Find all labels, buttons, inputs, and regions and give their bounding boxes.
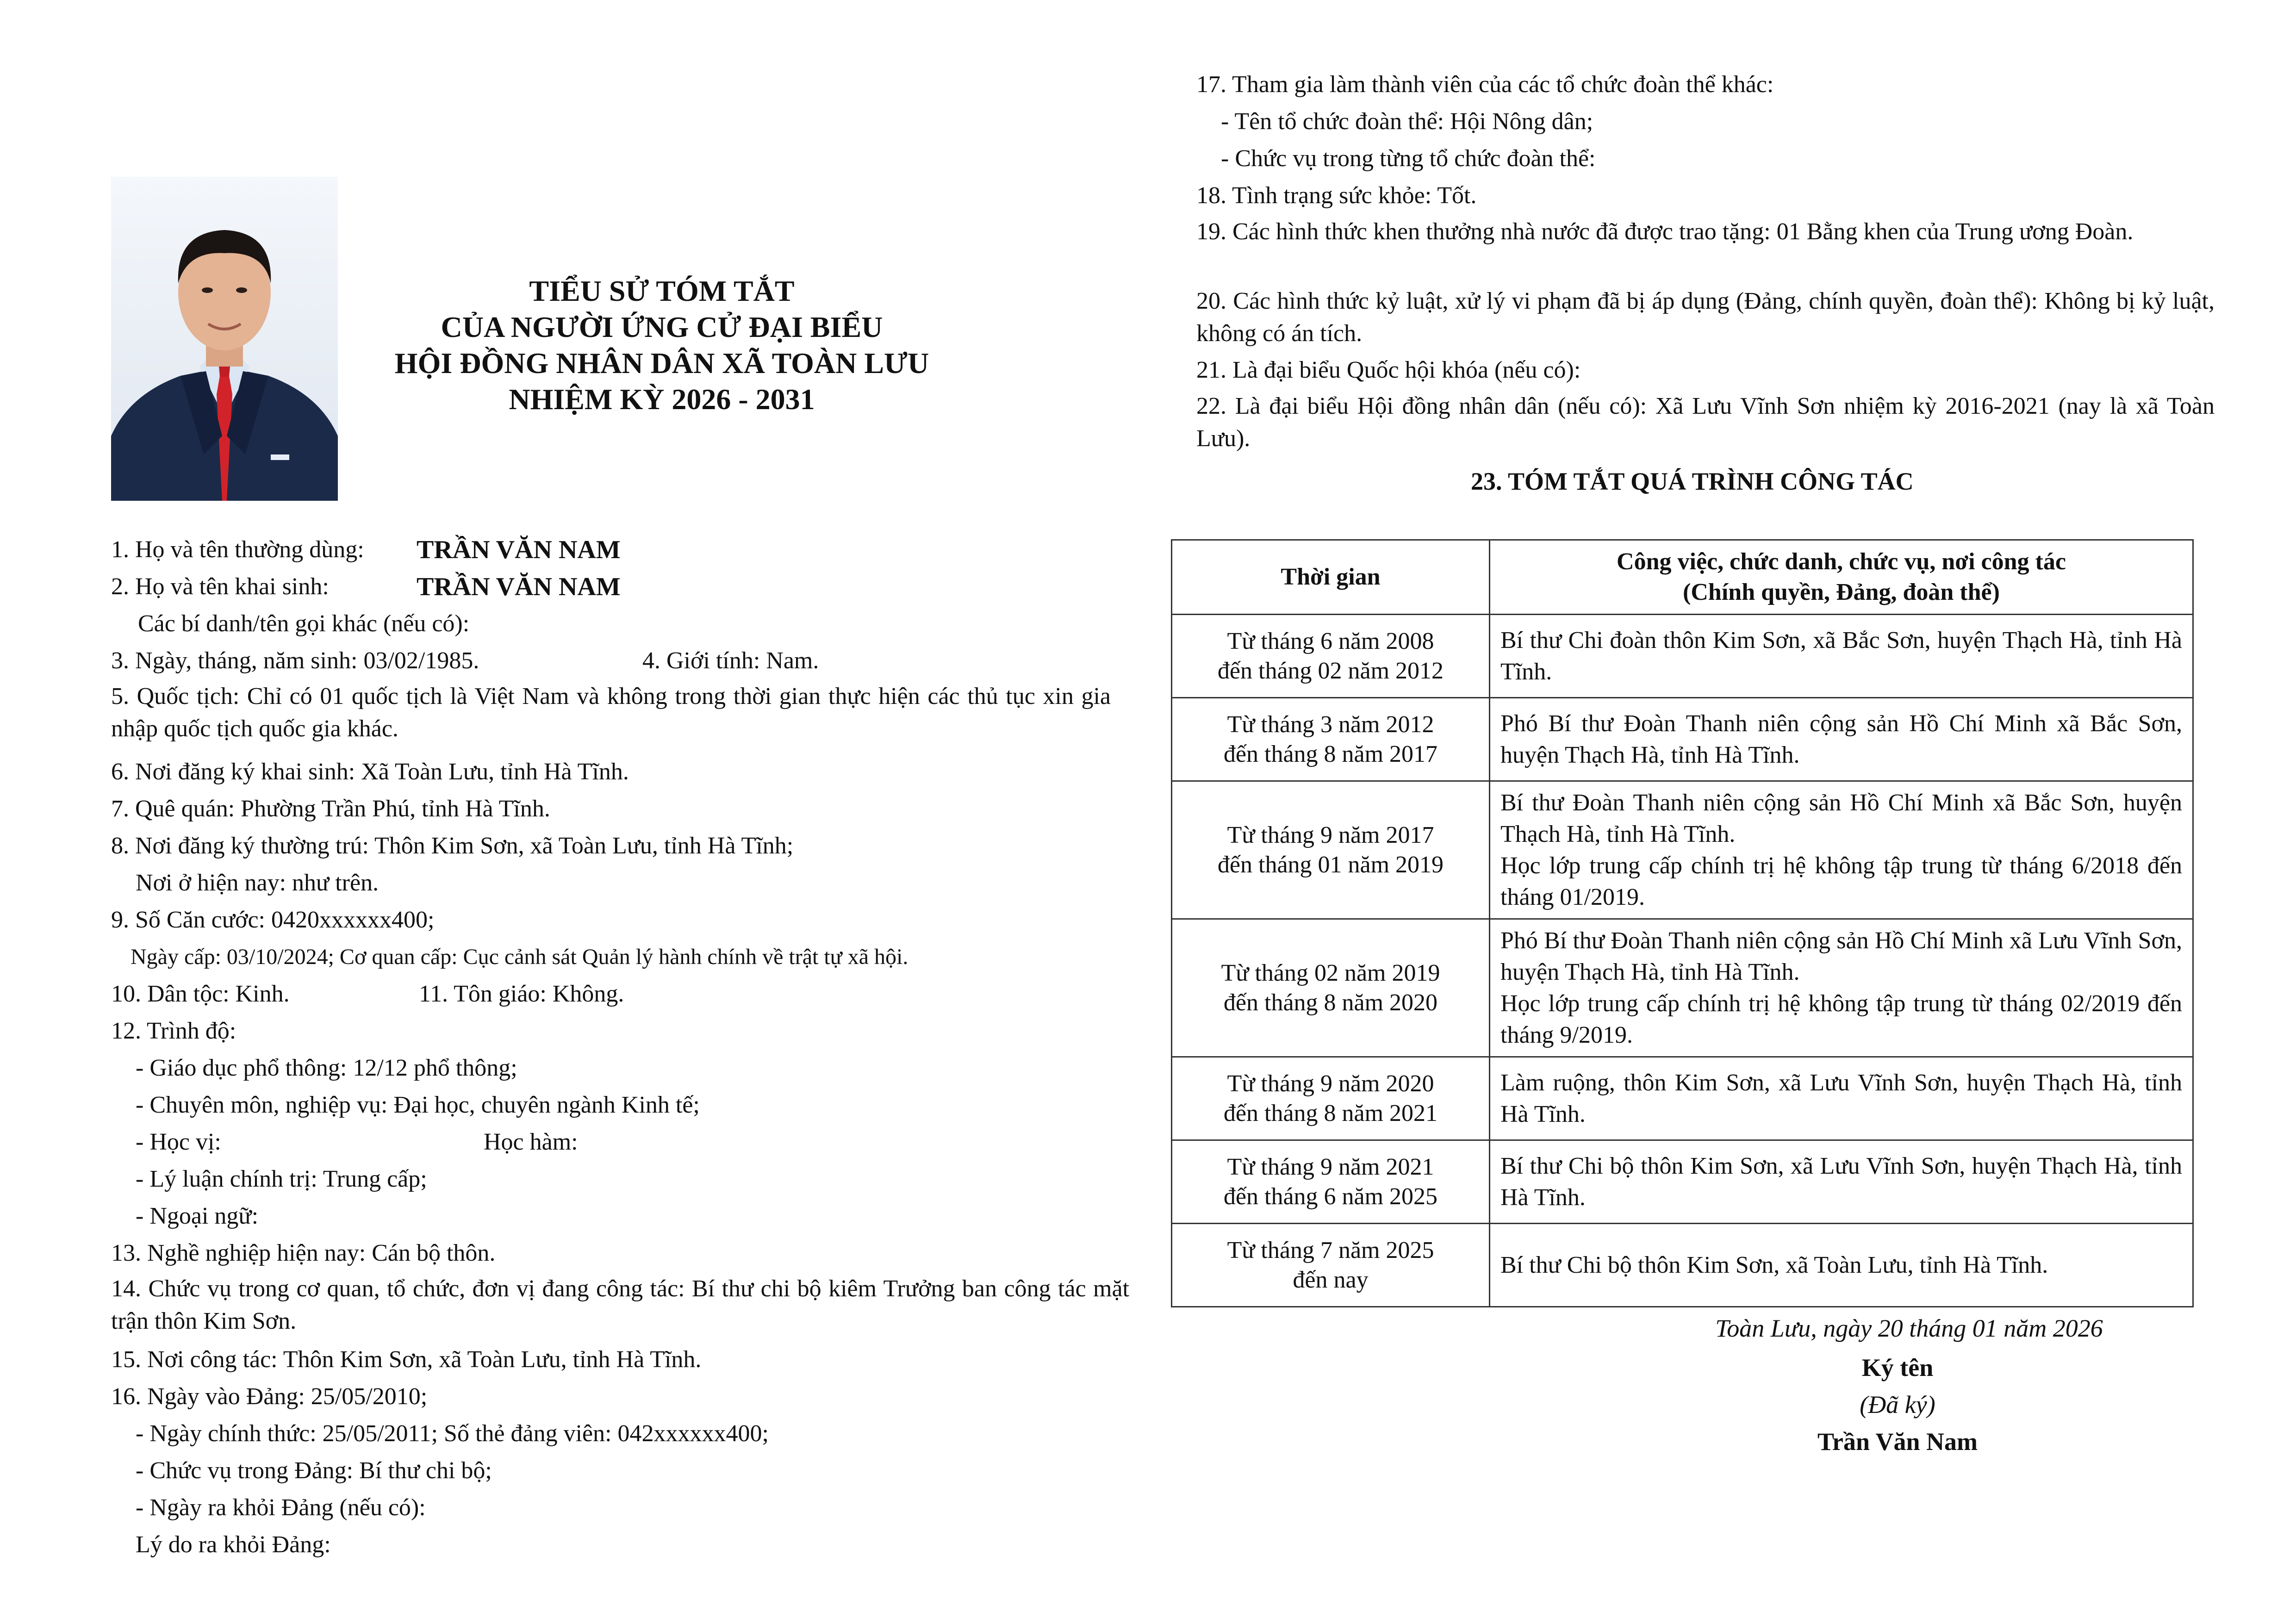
field-2-label: 2. Họ và tên khai sinh:	[111, 573, 329, 600]
field-8-residence: Nơi ở hiện nay: như trên.	[136, 870, 379, 896]
field-21: 21. Là đại biểu Quốc hội khóa (nếu có):	[1196, 357, 1581, 383]
signature-signed-note: (Đã ký)	[1860, 1391, 1935, 1419]
row-to: đến tháng 8 năm 2017	[1223, 740, 1438, 767]
field-8: 8. Nơi đăng ký thường trú: Thôn Kim Sơn, xã Toàn Lưu, tỉnh Hà Tĩnh;	[111, 833, 794, 859]
row-description-main: Phó Bí thư Đoàn Thanh niên cộng sản Hồ Chí Minh xã Lưu Vĩnh Sơn, huyện Thạch Hà, tỉnh Hà Tĩnh.	[1500, 927, 2182, 985]
row-from: Từ tháng 7 năm 2025	[1227, 1237, 1434, 1263]
header-time: Thời gian	[1172, 540, 1490, 615]
table-row	[1172, 919, 2193, 1057]
row-to: đến tháng 01 năm 2019	[1217, 851, 1444, 878]
field-9: 9. Số Căn cước: 0420xxxxxx400;	[111, 907, 435, 933]
field-12-degree: - Học vị:	[136, 1129, 221, 1155]
field-6: 6. Nơi đăng ký khai sinh: Xã Toàn Lưu, tỉnh Hà Tĩnh.	[111, 759, 629, 785]
field-16-leave-date: - Ngày ra khỏi Đảng (nếu có):	[136, 1494, 426, 1521]
row-time	[1172, 1224, 1490, 1307]
header-description	[1490, 540, 2193, 615]
field-14: 14. Chức vụ trong cơ quan, tổ chức, đơn vị đang công tác: Bí thư chi bộ kiêm Trưởng ban công tác mặt trận thôn Kim Sơn.	[111, 1276, 1129, 1334]
row-description-extra: Học lớp trung cấp chính trị hệ không tập trung từ tháng 02/2019 đến tháng 9/2019.	[1500, 990, 2182, 1048]
row-to: đến tháng 6 năm 2025	[1223, 1183, 1438, 1210]
field-16-position: - Chức vụ trong Đảng: Bí thư chi bộ;	[136, 1457, 492, 1484]
row-time	[1172, 1057, 1490, 1140]
title-line-4: NHIỆM KỲ 2026 - 2031	[509, 383, 815, 416]
field-16-leave-reason: Lý do ra khỏi Đảng:	[136, 1531, 331, 1558]
field-1-label: 1. Họ và tên thường dùng:	[111, 536, 364, 563]
field-16: 16. Ngày vào Đảng: 25/05/2010;	[111, 1383, 428, 1410]
row-description: Bí thư Chi bộ thôn Kim Sơn, xã Lưu Vĩnh Sơn, huyện Thạch Hà, tỉnh Hà Tĩnh.	[1490, 1140, 2193, 1224]
title-line-2: CỦA NGƯỜI ỨNG CỬ ĐẠI BIỂU	[441, 311, 883, 343]
row-description: Phó Bí thư Đoàn Thanh niên cộng sản Hồ Chí Minh xã Bắc Sơn, huyện Thạch Hà, tỉnh Hà Tĩnh.	[1490, 698, 2193, 781]
row-time	[1172, 1140, 1490, 1224]
title-line-1: TIỂU SỬ TÓM TẮT	[529, 274, 795, 307]
field-17-org: - Tên tổ chức đoàn thể: Hội Nông dân;	[1221, 108, 1593, 135]
row-from: Từ tháng 9 năm 2021	[1227, 1153, 1434, 1180]
table-header-row	[1172, 540, 2193, 615]
field-1-value: TRẦN VĂN NAM	[417, 535, 621, 564]
signature-label: Ký tên	[1861, 1354, 1934, 1381]
table-row	[1172, 698, 2193, 781]
table-row	[1172, 615, 2193, 698]
row-to: đến tháng 8 năm 2021	[1223, 1100, 1438, 1126]
field-9-issue: Ngày cấp: 03/10/2024; Cơ quan cấp: Cục cảnh sát Quản lý hành chính về trật tự xã hội.	[131, 945, 908, 969]
table-row	[1172, 781, 2193, 919]
header-description-line-2: (Chính quyền, Đảng, đoàn thể)	[1683, 579, 2000, 605]
row-description: Bí thư Chi bộ thôn Kim Sơn, xã Toàn Lưu, tỉnh Hà Tĩnh.	[1490, 1224, 2193, 1307]
row-to: đến tháng 8 năm 2020	[1223, 989, 1438, 1016]
field-3: 3. Ngày, tháng, năm sinh: 03/02/1985.	[111, 647, 479, 674]
field-12-profession: - Chuyên môn, nghiệp vụ: Đại học, chuyên ngành Kinh tế;	[136, 1092, 700, 1118]
field-12-politics: - Lý luận chính trị: Trung cấp;	[136, 1166, 427, 1192]
work-history-table	[1171, 539, 2194, 1307]
row-time	[1172, 615, 1490, 698]
table-row	[1172, 1224, 2193, 1307]
row-from: Từ tháng 02 năm 2019	[1221, 959, 1440, 986]
row-from: Từ tháng 3 năm 2012	[1227, 711, 1434, 738]
row-description	[1490, 919, 2193, 1057]
row-time	[1172, 919, 1490, 1057]
field-5: 5. Quốc tịch: Chỉ có 01 quốc tịch là Việt Nam và không trong thời gian thực hiện các thủ tục xin gia nhập quốc tịch quốc gia khác.	[111, 683, 1111, 742]
candidate-photo	[111, 177, 338, 501]
row-description: Làm ruộng, thôn Kim Sơn, xã Lưu Vĩnh Sơn, huyện Thạch Hà, tỉnh Hà Tĩnh.	[1490, 1057, 2193, 1140]
row-description-main: Bí thư Đoàn Thanh niên cộng sản Hồ Chí Minh xã Bắc Sơn, huyện Thạch Hà, tỉnh Hà Tĩnh.	[1500, 789, 2182, 847]
field-13: 13. Nghề nghiệp hiện nay: Cán bộ thôn.	[111, 1240, 496, 1266]
field-16-official: - Ngày chính thức: 25/05/2011; Số thẻ đảng viên: 042xxxxxx400;	[136, 1420, 769, 1447]
row-from: Từ tháng 6 năm 2008	[1227, 628, 1434, 654]
signature-name: Trần Văn Nam	[1817, 1428, 1978, 1456]
field-17-position: - Chức vụ trong từng tổ chức đoàn thể:	[1221, 145, 1596, 172]
field-12-language: - Ngoại ngữ:	[136, 1203, 259, 1229]
row-description-extra: Học lớp trung cấp chính trị hệ không tập trung từ tháng 6/2018 đến tháng 01/2019.	[1500, 852, 2182, 910]
row-to: đến tháng 02 năm 2012	[1217, 657, 1444, 684]
field-12: 12. Trình độ:	[111, 1018, 236, 1044]
row-from: Từ tháng 9 năm 2020	[1227, 1070, 1434, 1097]
field-4: 4. Giới tính: Nam.	[642, 647, 819, 674]
field-12-general: - Giáo dục phổ thông: 12/12 phổ thông;	[136, 1055, 517, 1081]
header-description-line-1: Công việc, chức danh, chức vụ, nơi công tác	[1617, 548, 2066, 575]
table-row	[1172, 1140, 2193, 1224]
field-alias: Các bí danh/tên gọi khác (nếu có):	[138, 610, 470, 637]
document-title	[361, 273, 963, 417]
field-7: 7. Quê quán: Phường Trần Phú, tỉnh Hà Tĩnh.	[111, 796, 550, 822]
section-23-heading: 23. TÓM TẮT QUÁ TRÌNH CÔNG TÁC	[1471, 467, 1914, 495]
field-12-title: Học hàm:	[484, 1129, 578, 1155]
field-15: 15. Nơi công tác: Thôn Kim Sơn, xã Toàn Lưu, tỉnh Hà Tĩnh.	[111, 1346, 702, 1373]
field-17: 17. Tham gia làm thành viên của các tổ chức đoàn thể khác:	[1196, 71, 1774, 98]
field-20: 20. Các hình thức kỷ luật, xử lý vi phạm đã bị áp dụng (Đảng, chính quyền, đoàn thể): Không bị kỷ luật, không có án tích.	[1196, 288, 2215, 347]
row-description: Bí thư Chi đoàn thôn Kim Sơn, xã Bắc Sơn, huyện Thạch Hà, tỉnh Hà Tĩnh.	[1490, 615, 2193, 698]
row-from: Từ tháng 9 năm 2017	[1227, 821, 1434, 848]
row-time	[1172, 781, 1490, 919]
field-19: 19. Các hình thức khen thưởng nhà nước đã được trao tặng: 01 Bằng khen của Trung ương Đoàn.	[1196, 218, 2134, 245]
field-11: 11. Tôn giáo: Không.	[419, 981, 624, 1007]
field-22: 22. Là đại biểu Hội đồng nhân dân (nếu có): Xã Lưu Vĩnh Sơn nhiệm kỳ 2016-2021 (nay là xã Toàn Lưu).	[1196, 393, 2215, 452]
signature-place-date: Toàn Lưu, ngày 20 tháng 01 năm 2026	[1715, 1314, 2103, 1342]
table-row	[1172, 1057, 2193, 1140]
field-10: 10. Dân tộc: Kinh.	[111, 981, 290, 1007]
row-to: đến nay	[1293, 1266, 1369, 1293]
title-line-3: HỘI ĐỒNG NHÂN DÂN XÃ TOÀN LƯU	[394, 347, 929, 380]
row-description	[1490, 781, 2193, 919]
row-time	[1172, 698, 1490, 781]
field-18: 18. Tình trạng sức khỏe: Tốt.	[1196, 182, 1477, 209]
field-2-value: TRẦN VĂN NAM	[417, 572, 621, 601]
